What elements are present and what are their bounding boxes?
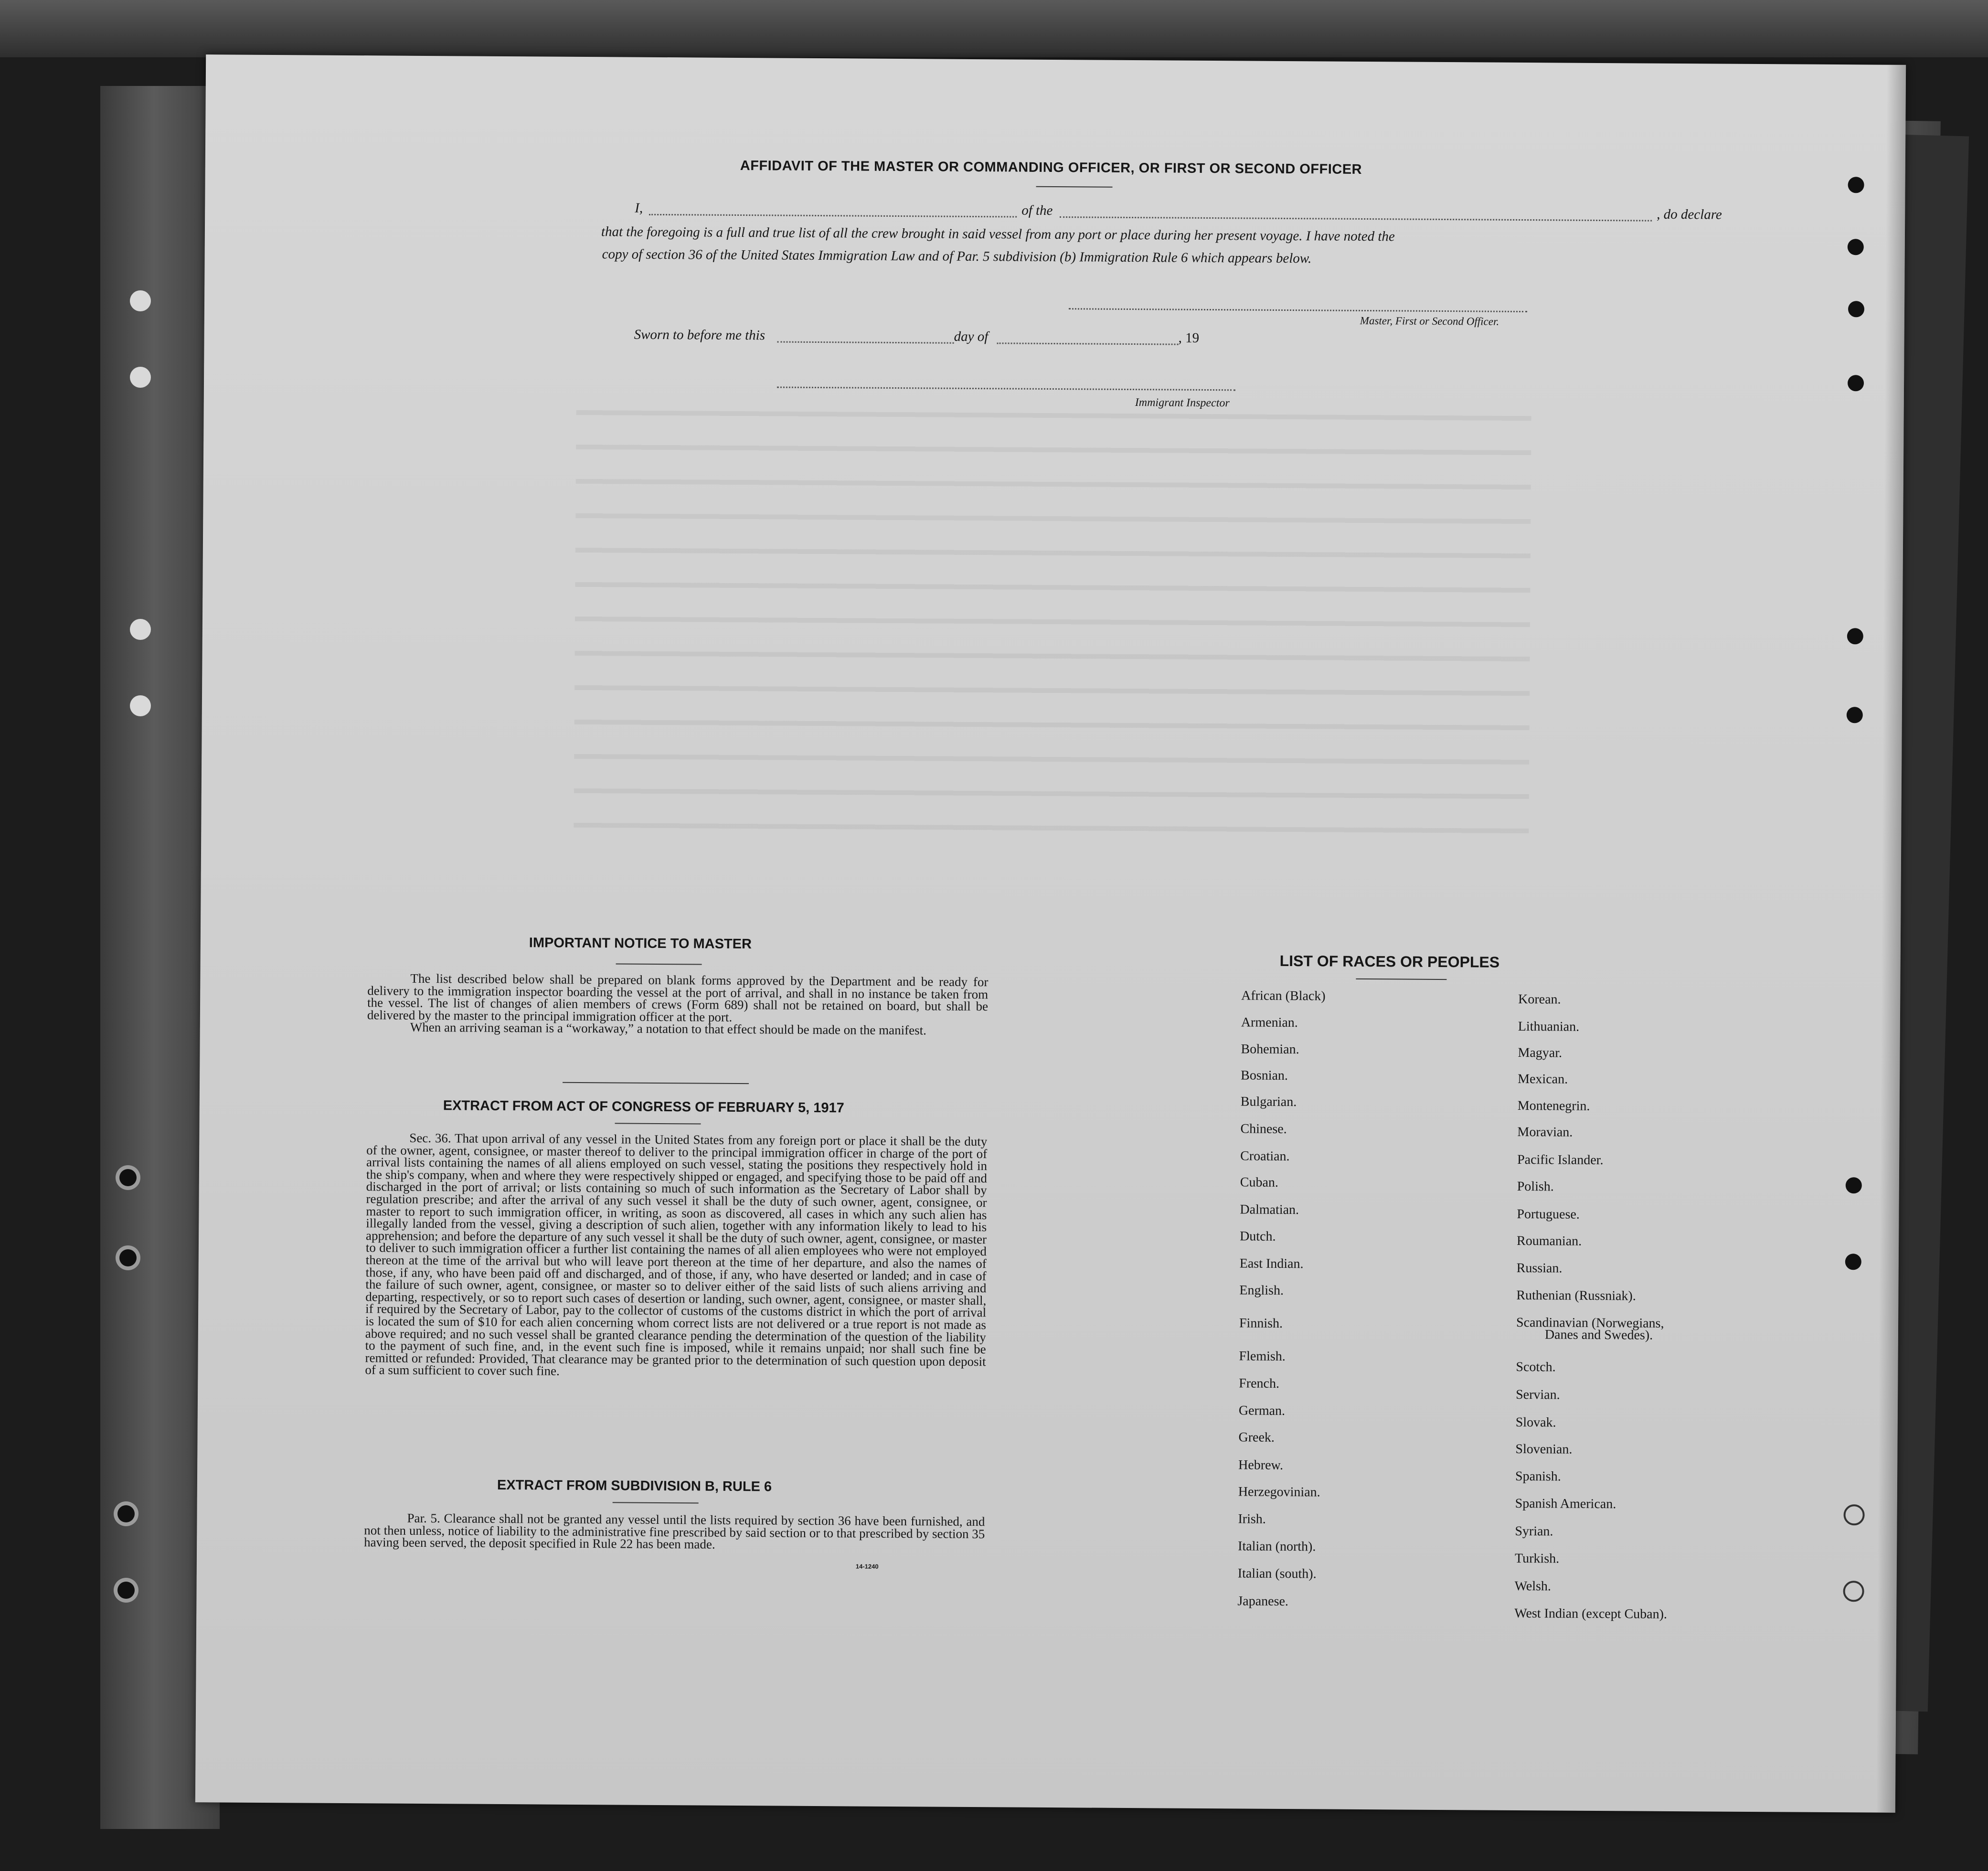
divider [616, 963, 702, 965]
race-item: Mexican. [1518, 1071, 1568, 1087]
race-item: Hebrew. [1238, 1457, 1284, 1473]
divider [613, 1502, 699, 1503]
race-item: Welsh. [1514, 1578, 1552, 1594]
race-item: Chinese. [1240, 1121, 1287, 1137]
race-item: Cuban. [1240, 1175, 1279, 1190]
binder-hole [119, 1249, 137, 1266]
race-item: Croatian. [1240, 1148, 1290, 1164]
sworn-year: , 19 [1178, 330, 1200, 346]
race-item: Bulgarian. [1240, 1094, 1297, 1110]
extract-act-text: Sec. 36. That upon arrival of any vessel in the United States from any foreign port or place it shall be the duty of the owner, agent, consignee, or master thereof to deliver to the principal immigration officer in charge of the port of arrival lists containing the names of all aliens employed on such vessel, stating the positions they respectively hold in the ship's company, when and where they were respectively shipped or engaged, and specifying those to be paid off and discharged in the port of arrival; or lists containing so much of such information as the Secretary of Labor shall by regulation prescribe; and after the arrival of any such vessel it shall be the duty of such owner, agent, consignee, or master to report to such immigration officer, in writing, as soon as discovered, all cases in which any such alien has illegally landed from the vessel, giving a description of such alien, together with any information likely to lead to his apprehension; and before the departure of any such vessel it shall be the duty of such owner, agent, consignee, or master to deliver to such immigration officer a further list containing the names of all alien employees who were not employed thereon at the time of the arrival but who will leave port thereon at the time of her departure, and also the names of those, if any, who have been paid off and discharged, and of those, if any, who have deserted or landed; and in case of the failure of such owner, agent, consignee, or master so to deliver either of the said lists of such aliens arriving and departing, respectively, or so to report such cases of desertion or landing, such owner, agent, consignee, or master shall, if required by the Secretary of Labor, pay to the collector of customs of the customs district in which the port of arrival is located the sum of $10 for each alien concerning whom correct lists are not delivered or a true report is not made as above required; and no such vessel shall be granted clearance pending the determination of the question of the liability to the payment of such fine, and, in the event such fine is imposed, while it remains unpaid; nor shall such fine be remitted or refunded: Provided, That clearance may be granted prior to the determination of such question upon deposit of a sum sufficient to cover such fine. [365, 1130, 988, 1379]
race-item: Montenegrin. [1517, 1098, 1590, 1114]
affidavit-of-the: of the [1021, 202, 1053, 218]
race-item: Lithuanian. [1518, 1019, 1580, 1034]
affidavit-text-line3: copy of section 36 of the United States Immigration Law and of Par. 5 subdivision (b) Immigration Rule 6 which appears below. [602, 246, 1312, 266]
notice-text [367, 972, 989, 1037]
race-item: Spanish. [1515, 1468, 1561, 1484]
race-item: Dalmatian. [1240, 1202, 1299, 1218]
race-item: Dutch. [1240, 1229, 1276, 1244]
race-item: Italian (north). [1238, 1539, 1316, 1554]
extract-rule-text-block [364, 1512, 985, 1552]
binder-hole [130, 695, 151, 716]
binder-hole [117, 1582, 135, 1599]
race-item: Irish. [1238, 1511, 1266, 1527]
race-item: Flemish. [1239, 1349, 1286, 1364]
scan-top-border [0, 0, 1988, 57]
race-item: Syrian. [1515, 1523, 1553, 1539]
race-item: Danes and Swedes). [1544, 1327, 1653, 1343]
races-title: LIST OF RACES OR PEOPLES [1279, 952, 1500, 971]
race-item: Armenian. [1241, 1015, 1298, 1031]
sworn-day: day of [954, 329, 989, 345]
race-item: West Indian (except Cuban). [1514, 1605, 1668, 1622]
name-blank [649, 214, 1017, 218]
race-item: Slovak. [1515, 1414, 1556, 1430]
race-item: Scotch. [1516, 1359, 1556, 1375]
race-item: Portuguese. [1517, 1206, 1580, 1222]
race-item: Roumanian. [1516, 1233, 1582, 1249]
signature-blank [1069, 308, 1527, 312]
race-item: German. [1238, 1403, 1286, 1419]
divider [1356, 978, 1446, 980]
race-item: Magyar. [1518, 1045, 1563, 1061]
race-item: Italian (south). [1237, 1566, 1317, 1582]
race-item: Scandinavian (Norwegians, [1516, 1315, 1664, 1331]
affidavit-title: AFFIDAVIT OF THE MASTER OR COMMANDING OFFICER, OR FIRST OR SECOND OFFICER [740, 158, 1362, 177]
divider [563, 1082, 749, 1084]
race-item: Herzegovinian. [1238, 1484, 1320, 1500]
binder-hole [130, 619, 151, 640]
binder-hole [119, 1169, 137, 1186]
race-item: Turkish. [1514, 1551, 1560, 1566]
signature-label: Master, First or Second Officer. [1360, 314, 1499, 328]
race-item: Servian. [1516, 1387, 1560, 1403]
divider [1036, 186, 1113, 188]
race-item: African (Black) [1241, 988, 1326, 1004]
race-item: Spanish American. [1515, 1496, 1616, 1512]
inspector-label: Immigrant Inspector [1135, 396, 1230, 410]
form-content [195, 54, 1906, 1813]
notice-title: IMPORTANT NOTICE TO MASTER [529, 935, 752, 952]
race-item: Korean. [1518, 991, 1561, 1007]
race-item: Finnish. [1239, 1316, 1283, 1331]
race-item: Bohemian. [1241, 1042, 1299, 1057]
notice-paragraph-1: The list described below shall be prepared on blank forms approved by the Department and be ready for delivery to the immigration inspector boarding the vessel at the port of arrival, and shall in no instance be taken from the vessel. The list of changes of alien members of crews (Form 689) shall not be retained on board, but shall be delivered by the master to the principal immigration officer at the port. [367, 971, 989, 1024]
extract-act-title: EXTRACT FROM ACT OF CONGRESS OF FEBRUARY 5, 1917 [443, 1098, 844, 1116]
form-number: 14-1240 [855, 1563, 879, 1570]
affidavit-declare: , do declare [1657, 206, 1722, 223]
inspector-blank [777, 386, 1235, 391]
divider [615, 1123, 701, 1124]
race-item: Greek. [1238, 1430, 1275, 1445]
affidavit-i: I, [635, 200, 643, 216]
extract-rule-title: EXTRACT FROM SUBDIVISION B, RULE 6 [497, 1477, 772, 1495]
binder-hole [130, 290, 151, 311]
race-item: Slovenian. [1515, 1441, 1573, 1457]
sworn-day-blank [777, 341, 954, 343]
race-item: Pacific Islander. [1517, 1152, 1604, 1168]
race-item: Polish. [1517, 1179, 1554, 1194]
binder-hole [117, 1505, 135, 1522]
notice-paragraph-2: When an arriving seaman is a “workaway,” a notation to that effect should be made on the manifest. [410, 1020, 926, 1038]
sworn-month-blank [997, 342, 1179, 345]
race-item: East Indian. [1239, 1256, 1304, 1272]
affidavit-text-line2: that the foregoing is a full and true list of all the crew brought in said vessel from any port or place during her present voyage. I have noted the [601, 224, 1395, 245]
extract-act-text-block [365, 1132, 987, 1380]
race-item: French. [1239, 1376, 1280, 1391]
race-item: Japanese. [1237, 1594, 1289, 1609]
race-item: Ruthenian (Russniak). [1516, 1287, 1636, 1304]
race-item: Russian. [1516, 1260, 1563, 1276]
extract-rule-text: Par. 5. Clearance shall not be granted any vessel until the lists required by section 36 have been furnished, and not then unless, notice of liability to the administrative fine prescribed by said section or to that prescribed by section 35 having been served, the deposit specified in Rule 22 has been made. [364, 1510, 985, 1552]
race-item: English. [1239, 1283, 1284, 1298]
binder-hole [130, 367, 151, 388]
race-item: Moravian. [1517, 1124, 1573, 1140]
form-sheet [195, 54, 1906, 1813]
race-item: Bosnian. [1241, 1068, 1288, 1084]
vessel-blank [1060, 216, 1652, 222]
sworn-prefix: Sworn to before me this [634, 327, 765, 343]
